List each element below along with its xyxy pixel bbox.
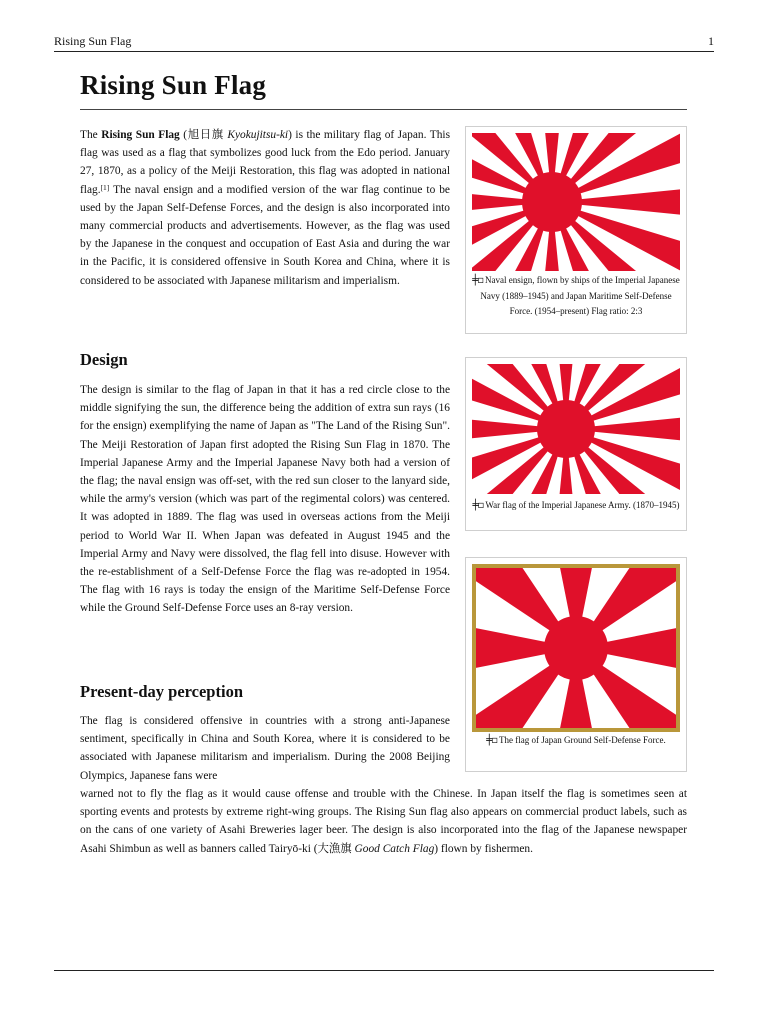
intro-tail: The naval ensign and a modified version of the war flag continue to be used by the Japan Self-Defense Forces, and the design is also incorporated into many commercial products and advertisements. However, as the flag was used by the Japanese in the conquest and occupation of East Asia and during the war in the Pacific, it is considered offensive in South Korea and China, where it is considered to be associated with Japanese militarism and imperialism.	[80, 183, 450, 287]
gsdf-flag-figure	[465, 557, 687, 772]
running-title: Rising Sun Flag	[54, 34, 132, 48]
perception-italic-term: Good Catch Flag	[354, 842, 435, 855]
design-heading: Design	[80, 350, 128, 369]
design-paragraph: The design is similar to the flag of Japan in that it has a red circle close to the middle signifying the sun, the difference being the addition of extra sun rays (16 for the ensign) exemplifying the name of Japan as "The Land of the Rising Sun". The Meiji Restoration of Japan first adopted the Rising Sun Flag in 1870. The Imperial Japanese Army and the Imperial Japanese Navy both had a version of the flag; the naval ensign was off-set, with the red sun closer to the lanyard side, while the army's version (which was part of the regimental colors) was centered. It was adopted in 1889. The flag was used in overseas actions from the Meiji period to World War II. When Japan was defeated in August 1945 and the Imperial Army and Navy were dissolved, the flag fell into disuse. However with the re-establishment of a Self-Defense Force the flag was re-adopted in 1954. The flag with 16 rays is today the ensign of the Maritime Self-Defense Force while the Ground Self-Defense Force uses an 8-ray version.	[80, 384, 450, 615]
war-flag-image[interactable]	[472, 364, 680, 494]
intro-paragraph	[80, 126, 450, 290]
perception-heading: Present-day perception	[80, 682, 243, 701]
reference-link[interactable]: [1]	[100, 182, 110, 192]
intro-post: ) is the military flag of Japan. This flag was used as a flag that symbolizes good luck from the Edo period. January 27, 1870, as a policy of the Meiji Restoration, this flag was adopted in national flag.	[80, 129, 451, 196]
war-flag-figure	[465, 357, 687, 531]
enlarge-icon[interactable]: ╪▫	[472, 500, 484, 511]
naval-ensign-caption-text: Naval ensign, flown by ships of the Imperial Japanese Navy (1889–1945) and Japan Maritime Self-Defense Force. (1954–present) Flag ratio: 2:3	[480, 275, 680, 317]
perception-body: warned not to fly the flag as it would cause offense and trouble with the Chinese. In Japan itself the flag is sometimes seen at sporting events and protests by extreme right-wing groups. The Rising Sun flag also appears on commercial product labels, such as on the cans of one variety of Asahi Breweries lager beer. The design is also incorporated into the flag of the Japanese newspaper Asahi Shimbun as well as banners called Tairyō-ki (大漁旗	[80, 788, 687, 855]
naval-ensign-flag-image[interactable]	[472, 133, 680, 271]
gsdf-flag-caption	[470, 733, 682, 749]
page-number: 1	[708, 34, 714, 48]
enlarge-icon[interactable]: ╪▫	[472, 275, 484, 286]
perception-paragraph-narrow: The flag is considered offensive in countries with a strong anti-Japanese sentiment, specifically in China and South Korea, where it is considered to be associated with Japanese militarism and imperialism. During the 2008 Beijing Olympics, Japanese fans were	[80, 715, 450, 782]
title-rule	[80, 109, 687, 110]
war-flag-caption-text: War flag of the Imperial Japanese Army. (1870–1945)	[485, 500, 680, 510]
footer-rule	[54, 970, 714, 971]
gsdf-flag-image[interactable]	[472, 564, 680, 732]
running-header	[54, 34, 714, 49]
naval-ensign-caption	[470, 273, 682, 320]
gsdf-flag-caption-text: The flag of Japan Ground Self-Defense Force.	[499, 735, 666, 745]
war-flag-caption	[470, 498, 682, 514]
naval-ensign-figure	[465, 126, 687, 334]
article-title: Rising Sun Flag	[80, 70, 267, 100]
intro-mid: (旭日旗	[179, 129, 228, 141]
perception-tail: ) flown by fishermen.	[434, 842, 533, 855]
intro-bold-term: Rising Sun Flag	[101, 129, 180, 141]
intro-pre: The	[80, 129, 102, 141]
intro-italic-term: Kyokujitsu-ki	[227, 129, 289, 141]
enlarge-icon[interactable]: ╪▫	[486, 735, 498, 746]
perception-paragraph-wide	[80, 785, 687, 858]
header-rule	[54, 51, 714, 52]
